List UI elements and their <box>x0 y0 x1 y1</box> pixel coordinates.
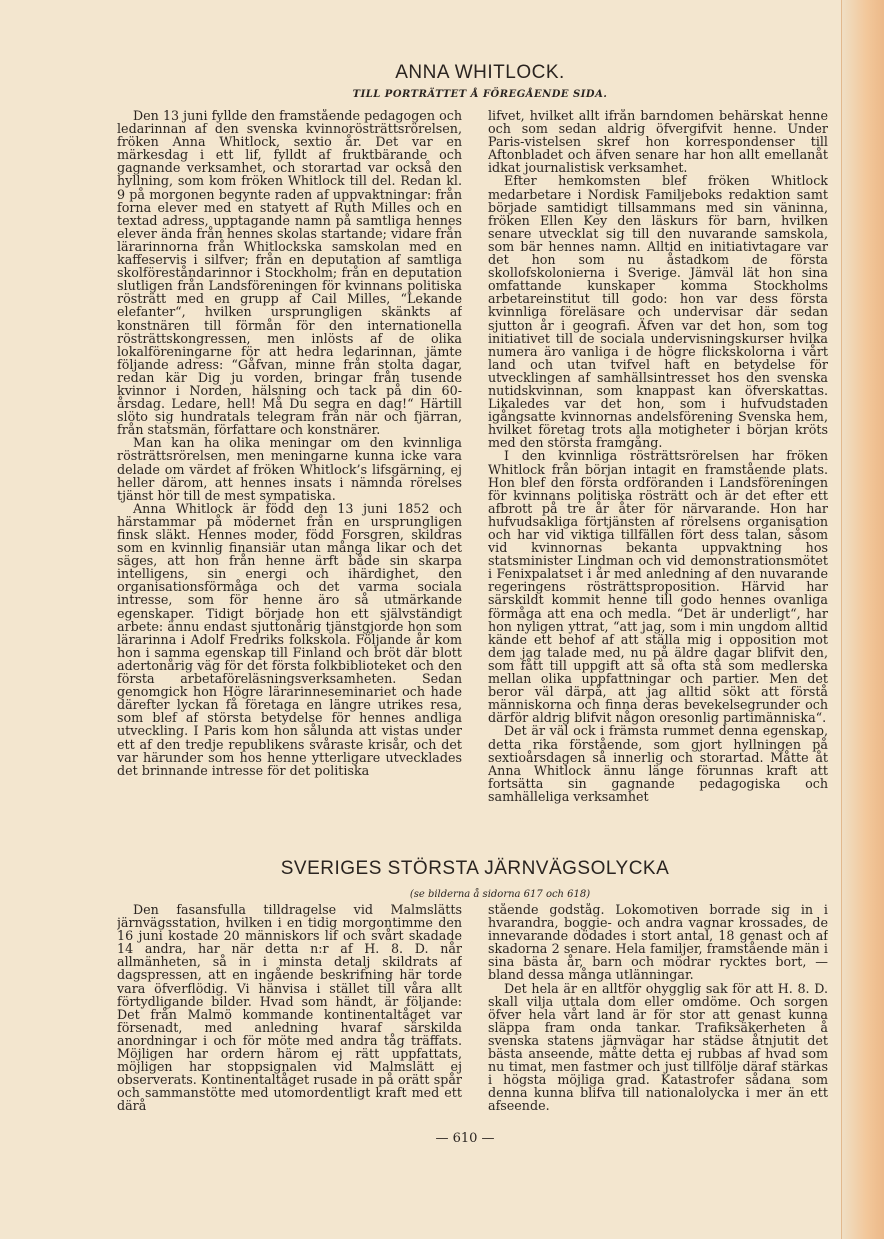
paragraph: Den fasansfulla tilldragelse vid Malmslätts järnvägsstation, hvilken i en tidig morgontimme den 16 juni kostade 20 människors lif och svårt skadade 14 andra, har när detta n:r af H. 8. D. når allmänheten, så in i minsta detalj skildrats af dagspressen, att en ingående beskrifning här torde vara öfverflödig. Vi hänvisa i stället till våra allt förtydligande bilder. Hvad som händt, är följande: Det från Malmö kommande kontinentaltåget var försenadt, med anledning hvaraf särskilda anordningar i och för möte med andra tåg träffats. Möjligen har ordern härom ej rätt uppfattats, möjligen har stoppsignalen vid Malmslätt ej observerats. Kontinentaltåget rusade in på orätt spår och sammanstötte med utomordentligt kraft med ett därå <box>117 903 462 1114</box>
paragraph: Man kan ha olika meningar om den kvinnliga rösträttsrörelsen, men meningarne kunna icke vara delade om värdet af fröken Whitlock’s lifsgärning, ej heller därom, att hennes insats i nämnda rörelses tjänst hör till de mest sympatiska. <box>117 435 462 503</box>
article2-column-right <box>488 903 828 1118</box>
paragraph: I den kvinnliga rösträttsrörelsen har fröken Whitlock från början intagit en framstående plats. Hon blef den första ordföranden i Landsföreningen för kvinnans politiska rösträtt och är det efter ett afbrott på tre år åter för närvarande. Hon har hufvudsakliga förtjänsten af rörelsens organisation och har vid viktiga tillfällen fört dess talan, såsom vid kvinnornas bekanta uppvaktning hos statsminister Lindman och vid demonstrationsmötet i Fenixpalatset i år med anledning af den nuvarande regeringens rösträttsproposition. Härvid har särskildt kommit henne till godo hennes ovanliga förmåga att ena och medla. “Det är underligt“, har hon nyligen yttrat, “att jag, som i min ungdom alltid kände ett behof af att ställa mig i opposition mot dem jag talade med, nu på äldre dagar blifvit den, som fått till uppgift att så ofta stå som medlerska mellan olika uppfattningar och partier. Men det beror väl därpå, att jag alltid sökt att förstå människorna och finna deras bevekelsegrunder och därför aldrig blifvit någon oresonlig partimänniska“. <box>488 448 828 726</box>
article-column-right <box>488 109 828 849</box>
article-column-left <box>117 109 462 849</box>
paragraph: Den 13 juni fyllde den framstående pedagogen och ledarinnan af den svenska kvinnorösträttsrörelsen, fröken Anna Whitlock, sextio år. Det var en märkesdag i ett lif, fylldt af fruktbärande och gagnande verksamhet, och storartad var också den hyllning, som kom fröken Whitlock till del. Redan kl. 9 på morgonen begynte raden af uppvaktningar: från forna elever med en statyett af Ruth Milles och en textad adress, upptagande namn på samtliga hennes elever ända från hennes skolas startande; vidare från lärarinnorna från Whitlockska samskolan med en kaffeservis i silfver; från en deputation af samtliga skolföreståndarinnor i Stockholm; från en deputation slutligen från Landsföreningen för kvinnans politiska rösträtt med en grupp af Cail Milles, “Lekande elefanter“, hvilken ursprungligen skänkts af konstnären till förmån för den internationella rösträttskongressen, men inlösts af de olika lokalföreningarne för att hedra ledarinnan, jämte följande adress: “Gåfvan, minne från stolta dagar, redan kär Dig ju vorden, bringar från tusende kvinnor i Norden, hälsning och tack på din 60-årsdag. Ledare, hell! Må Du segra en dag!“ Härtill slöto sig hundratals telegram från när och fjärran, från statsmän, författare och konstnärer. <box>117 109 462 438</box>
page-number: — 610 — <box>435 1131 495 1146</box>
article-title: ANNA WHITLOCK. <box>395 62 565 83</box>
article2-column-left <box>117 903 462 1118</box>
paragraph: Det är väl ock i främsta rummet denna egenskap, detta rika förstående, som gjort hyllningen på sextioårsdagen så innerlig och storartad. Måtte åt Anna Whitlock ännu länge förunnas kraft att fortsätta sin gagnande pedagogiska och samhälleliga verksamhet <box>488 723 828 804</box>
article2-title: SVERIGES STÖRSTA JÄRNVÄGSOLYCKA <box>280 858 670 879</box>
page-edge <box>841 0 884 1239</box>
paragraph: lifvet, hvilket allt ifrån barndomen behärskat henne och som sedan aldrig öfvergifvit henne. Under Paris-vistelsen skref hon korrespondenser till Aftonbladet och äfven senare har hon allt emellanåt idkat journalistisk verksamhet. <box>488 109 828 176</box>
paragraph: stående godståg. Lokomotiven borrade sig in i hvarandra, boggie- och andra vagnar krossades, de innevarande dödades i stort antal, 18 genast och af skadorna 2 senare. Hela familjer, framstående män i sina bästa år, barn och mödrar rycktes bort, — bland dessa många utlänningar. <box>488 903 828 983</box>
paragraph: Anna Whitlock är född den 13 juni 1852 och härstammar på mödernet från en ursprungligen finsk släkt. Hennes moder, född Forsgren, skildras som en kvinnlig finansiär utan många likar och det säges, att hon från henne ärft både sin skarpa intelligens, sin energi och ihärdighet, den organisationsförmåga och det varma sociala intresse, som för henne äro så utmärkande egenskaper. Tidigt började hon ett självständigt arbete: ännu endast sjuttonårig tjänstgjorde hon som lärarinna i Adolf Fredriks folkskola. Följande år kom hon i samma egenskap till Finland och bröt där blott adertonårig väg för det första folkbiblioteket och den första arbetaföreläsningsverksamheten. Sedan genomgick hon Högre lärarinneseminariet och hade därefter lyckan få företaga en längre utrikes resa, som blef af största betydelse för hennes andliga utveckling. I Paris kom hon sålunda att vistas under ett af den tredje republikens svåraste krisår, och det var härunder som hos henne ytterligare utvecklades det brinnande intresse för det politiska <box>117 500 462 778</box>
article-subtitle: TILL PORTRÄTTET Å FÖREGÅENDE SIDA. <box>352 89 608 100</box>
article2-subtitle: (se bilderna å sidorna 617 och 618) <box>409 889 591 900</box>
paragraph: Det hela är en alltför ohygglig sak för att H. 8. D. skall vilja uttala dom eller omdöme. Och sorgen öfver hela vårt land är för stor att genast kunna släppa fram onda tankar. Trafiksäkerheten å svenska statens järnvägar har städse åtnjutit det bästa anseende, måtte detta ej rubbas af hvad som nu timat, men fastmer och just tillfölje däraf stärkas i högsta möjliga grad. Katastrofer sådana som denna kunna blifva till nationalolycka i mer än ett afseende. <box>488 980 828 1114</box>
paragraph: Efter hemkomsten blef fröken Whitlock medarbetare i Nordisk Familjeboks redaktion samt började samtidigt tillsammans med sin väninna, fröken Ellen Key den läskurs för barn, hvilken senare utvecklat sig till den nuvarande samskola, som bär hennes namn. Alltid en initiativtagare var det hon som nu åstadkom de första skollofskolonierna i Sverige. Jämväl lät hon sina omfattande kunskaper komma Stockholms arbetareinstitut till godo: hon var dess första kvinnliga föreläsare och undervisar där sedan sjutton år i geografi. Äfven var det hon, som tog initiativet till de sociala undervisningskurser hvilka numera äro vanliga i de högre flickskolorna i vårt land och utan tvifvel haft en betydelse för utvecklingen af samhällsintresset hos den svenska nutidskvinnan, som knappast kan öfverskattas. Likaledes var det hon, som i hufvudstaden igångsatte kvinnornas andelsförening Svenska hem, hvilket företag trots alla motigheter i början kröts med den största framgång. <box>488 173 828 451</box>
